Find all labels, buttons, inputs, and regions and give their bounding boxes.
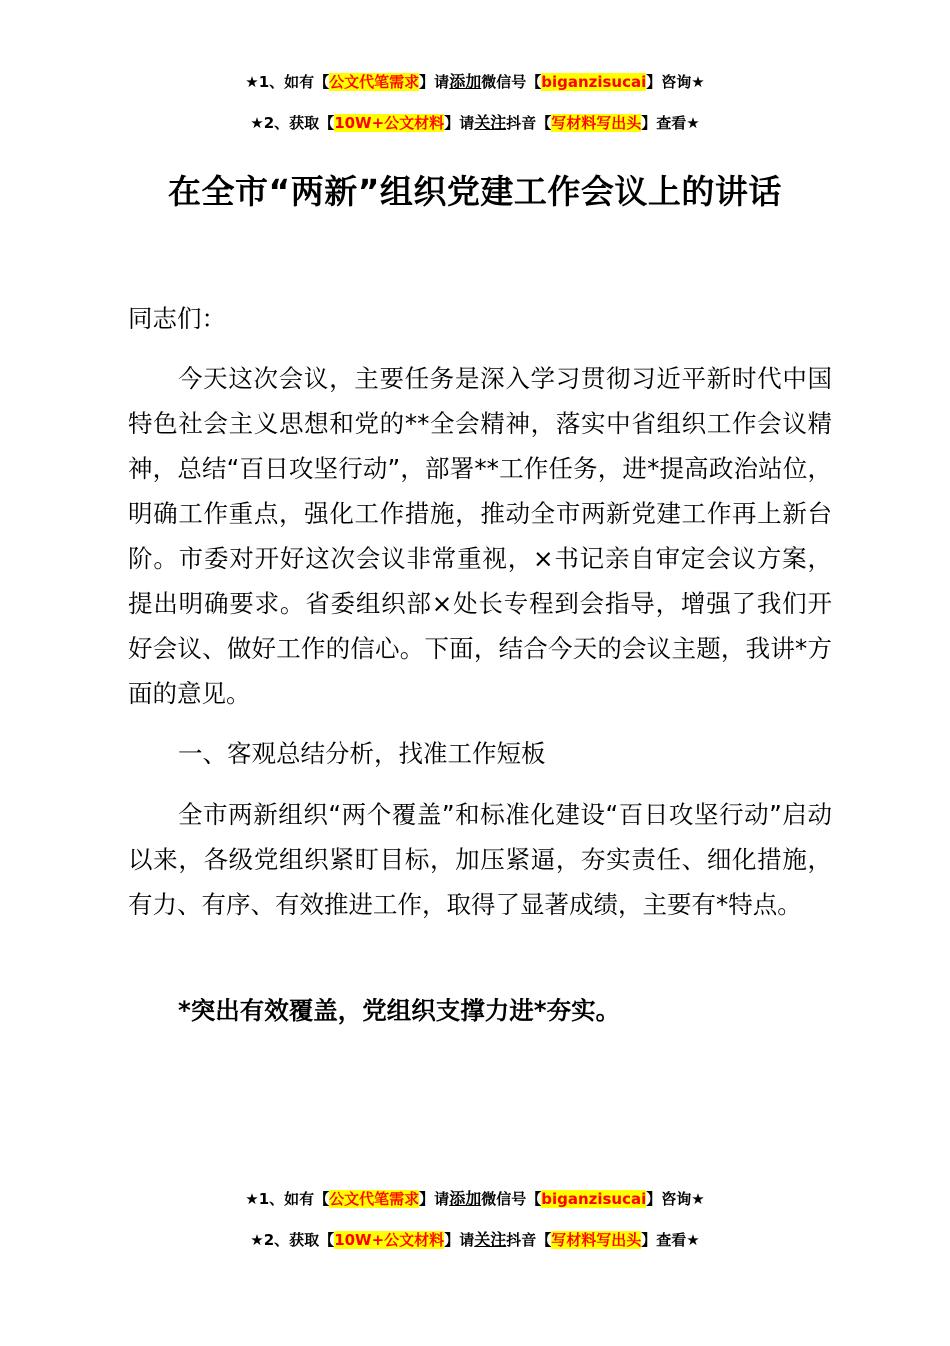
footer-promo-line-2: [0, 1229, 950, 1251]
promo-highlight: 10W+公文材料: [334, 1231, 445, 1249]
promo-text: 】请: [444, 114, 475, 132]
promo-text: 微信号【: [481, 73, 542, 91]
document-title: 在全市“两新”组织党建工作会议上的讲话: [168, 172, 782, 211]
footer-promo-line-1: [0, 1188, 950, 1210]
header-promo-line-2: [0, 112, 950, 134]
paragraph-1: 今天这次会议，主要任务是深入学习贯彻习近平新时代中国特色社会主义思想和党的**全会精神，落实中省组织工作会议精神，总结“百日攻坚行动”，部署**工作任务，进*提高政治站位，明确工作重点，强化工作措施，推动全市两新党建工作再上新台阶。市委对开好这次会议非常重视，×书记亲自审定会议方案，提出明确要求。省委组织部×处长专程到会指导，增强了我们开好会议、做好工作的信心。下面，结合今天的会议主题，我讲*方面的意见。: [128, 364, 832, 708]
promo-text: 】咨询★: [646, 73, 705, 91]
promo-text: 】请: [444, 1231, 475, 1249]
promo-text: 微信号【: [481, 1190, 542, 1208]
promo-highlight: biganzisucai: [541, 73, 647, 91]
promo-text: ★2、获取【: [250, 1231, 335, 1249]
promo-text: ★2、获取【: [250, 114, 335, 132]
promo-underlined: 关注: [474, 1230, 507, 1249]
section-heading-1: 一、客观总结分析，找准工作短板: [178, 739, 546, 768]
promo-highlight: 公文代笔需求: [329, 1190, 420, 1208]
subheading-1: *突出有效覆盖，党组织支撑力进*夯实。: [178, 996, 621, 1025]
promo-text: ★1、如有【: [245, 73, 330, 91]
promo-highlight: 写材料写出头: [551, 114, 642, 132]
promo-highlight: 10W+公文材料: [334, 114, 445, 132]
header-promo-line-1: [0, 71, 950, 93]
promo-text: 抖音【: [506, 114, 552, 132]
promo-underlined: 关注: [474, 113, 507, 132]
promo-text: 抖音【: [506, 1231, 552, 1249]
promo-highlight: 公文代笔需求: [329, 73, 420, 91]
promo-text: 】请: [419, 73, 450, 91]
promo-underlined: 添加: [449, 72, 482, 91]
paragraph-2: 全市两新组织“两个覆盖”和标准化建设“百日攻坚行动”启动以来，各级党组织紧盯目标，加压紧逼，夯实责任、细化措施，有力、有序、有效推进工作，取得了显著成绩，主要有*特点。: [128, 800, 832, 919]
promo-text: 】咨询★: [646, 1190, 705, 1208]
promo-text: 】查看★: [641, 1231, 700, 1249]
promo-text: 】查看★: [641, 114, 700, 132]
promo-highlight: 写材料写出头: [551, 1231, 642, 1249]
promo-text: ★1、如有【: [245, 1190, 330, 1208]
salutation: 同志们：: [128, 304, 226, 333]
promo-underlined: 添加: [449, 1189, 482, 1208]
promo-highlight: biganzisucai: [541, 1190, 647, 1208]
promo-text: 】请: [419, 1190, 450, 1208]
